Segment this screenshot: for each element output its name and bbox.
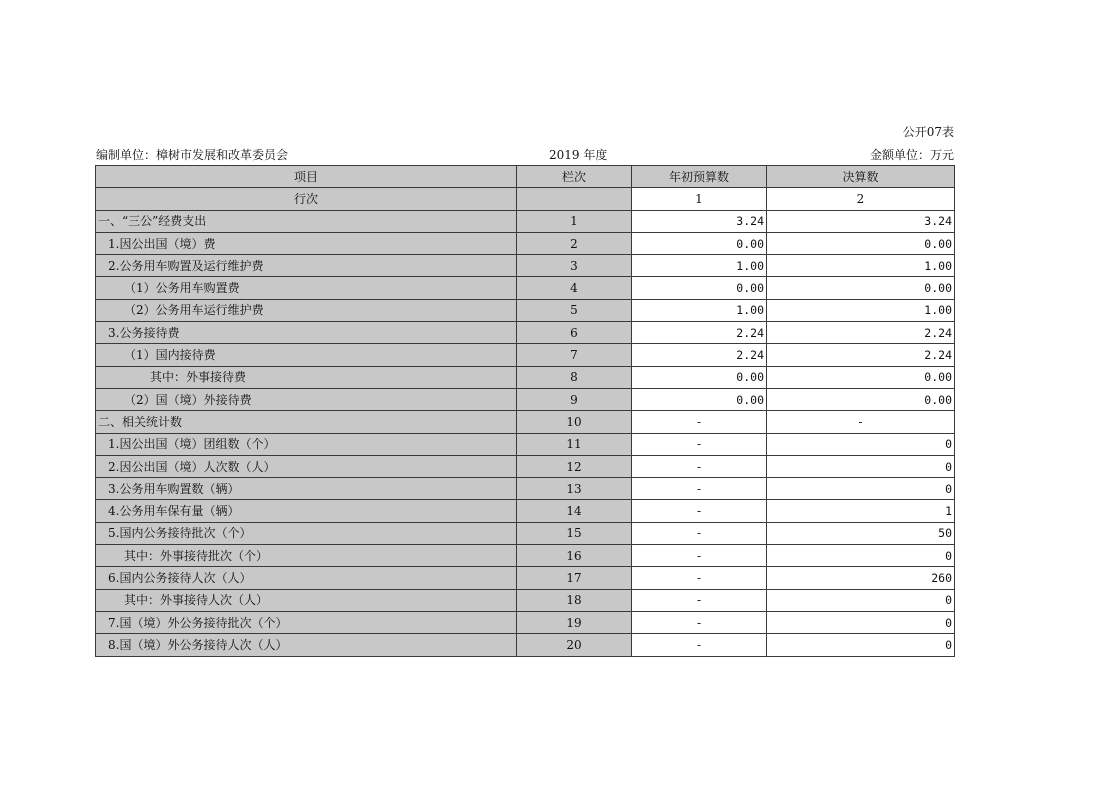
table-row xyxy=(96,567,955,589)
header-col: 栏次 xyxy=(517,166,632,188)
row-item: 二、相关统计数 xyxy=(96,411,517,433)
row-final: 0 xyxy=(767,433,955,455)
row-final: - xyxy=(767,411,955,433)
row-final: 0 xyxy=(767,478,955,500)
row-final: 0.00 xyxy=(767,366,955,388)
row-budget: 2.24 xyxy=(632,344,767,366)
row-final: 0.00 xyxy=(767,232,955,254)
subheader-final: 2 xyxy=(767,188,955,210)
row-budget: 3.24 xyxy=(632,210,767,232)
row-budget: - xyxy=(632,455,767,477)
row-budget: - xyxy=(632,478,767,500)
header-row xyxy=(96,166,955,188)
fiscal-year: 2019 年度 xyxy=(549,148,608,162)
row-number: 18 xyxy=(517,589,632,611)
subheader-item: 行次 xyxy=(96,188,517,210)
row-budget: - xyxy=(632,411,767,433)
table-row xyxy=(96,277,955,299)
row-item: 其中：外事接待人次（人） xyxy=(96,589,517,611)
table-row xyxy=(96,589,955,611)
table-row xyxy=(96,299,955,321)
row-final: 0 xyxy=(767,634,955,656)
row-final: 1.00 xyxy=(767,299,955,321)
table-row xyxy=(96,322,955,344)
table-row xyxy=(96,255,955,277)
subheader-row xyxy=(96,188,955,210)
table-row xyxy=(96,522,955,544)
money-unit: 金额单位：万元 xyxy=(869,148,954,162)
row-number: 12 xyxy=(517,455,632,477)
row-budget: 1.00 xyxy=(632,255,767,277)
header-budget: 年初预算数 xyxy=(632,166,767,188)
row-budget: 0.00 xyxy=(632,388,767,410)
row-final: 1.00 xyxy=(767,255,955,277)
table-row xyxy=(96,634,955,656)
row-budget: - xyxy=(632,500,767,522)
row-number: 17 xyxy=(517,567,632,589)
row-final: 0 xyxy=(767,589,955,611)
row-budget: 0.00 xyxy=(632,277,767,299)
row-budget: 0.00 xyxy=(632,366,767,388)
row-number: 14 xyxy=(517,500,632,522)
table-row xyxy=(96,366,955,388)
table-row xyxy=(96,455,955,477)
row-number: 10 xyxy=(517,411,632,433)
row-budget: 2.24 xyxy=(632,322,767,344)
row-budget: - xyxy=(632,567,767,589)
row-item: 一、“三公”经费支出 xyxy=(96,210,517,232)
row-number: 6 xyxy=(517,322,632,344)
row-number: 16 xyxy=(517,545,632,567)
row-budget: 1.00 xyxy=(632,299,767,321)
table-row xyxy=(96,500,955,522)
row-budget: - xyxy=(632,589,767,611)
row-number: 9 xyxy=(517,388,632,410)
table-row xyxy=(96,232,955,254)
form-code: 公开07表 xyxy=(902,125,954,139)
row-number: 4 xyxy=(517,277,632,299)
row-budget: - xyxy=(632,522,767,544)
row-final: 0 xyxy=(767,545,955,567)
row-final: 260 xyxy=(767,567,955,589)
row-item: （1）公务用车购置费 xyxy=(96,277,517,299)
row-budget: - xyxy=(632,611,767,633)
row-number: 1 xyxy=(517,210,632,232)
row-number: 11 xyxy=(517,433,632,455)
row-item: 6.国内公务接待人次（人） xyxy=(96,567,517,589)
row-number: 3 xyxy=(517,255,632,277)
row-final: 0 xyxy=(767,611,955,633)
row-item: （1）国内接待费 xyxy=(96,344,517,366)
row-final: 3.24 xyxy=(767,210,955,232)
row-number: 15 xyxy=(517,522,632,544)
subheader-budget: 1 xyxy=(632,188,767,210)
row-final: 50 xyxy=(767,522,955,544)
row-item: 3.公务用车购置数（辆） xyxy=(96,478,517,500)
row-final: 2.24 xyxy=(767,344,955,366)
table-row xyxy=(96,411,955,433)
row-item: 1.因公出国（境）费 xyxy=(96,232,517,254)
row-item: （2）国（境）外接待费 xyxy=(96,388,517,410)
row-budget: - xyxy=(632,545,767,567)
row-item: （2）公务用车运行维护费 xyxy=(96,299,517,321)
row-number: 19 xyxy=(517,611,632,633)
row-number: 2 xyxy=(517,232,632,254)
row-item: 4.公务用车保有量（辆） xyxy=(96,500,517,522)
row-budget: - xyxy=(632,433,767,455)
row-number: 8 xyxy=(517,366,632,388)
row-number: 13 xyxy=(517,478,632,500)
row-number: 5 xyxy=(517,299,632,321)
table-row xyxy=(96,344,955,366)
table-row xyxy=(96,210,955,232)
expense-table xyxy=(95,165,955,657)
row-item: 8.国（境）外公务接待人次（人） xyxy=(96,634,517,656)
row-item: 其中：外事接待费 xyxy=(96,366,517,388)
row-budget: 0.00 xyxy=(632,232,767,254)
compiling-unit: 编制单位：樟树市发展和改革委员会 xyxy=(96,148,289,162)
header-item: 项目 xyxy=(96,166,517,188)
table-row xyxy=(96,611,955,633)
header-final: 决算数 xyxy=(767,166,955,188)
row-number: 7 xyxy=(517,344,632,366)
row-item: 1.因公出国（境）团组数（个） xyxy=(96,433,517,455)
row-final: 0 xyxy=(767,455,955,477)
table-row xyxy=(96,388,955,410)
row-item: 2.公务用车购置及运行维护费 xyxy=(96,255,517,277)
row-final: 2.24 xyxy=(767,322,955,344)
row-item: 7.国（境）外公务接待批次（个） xyxy=(96,611,517,633)
row-item: 5.国内公务接待批次（个） xyxy=(96,522,517,544)
row-final: 0.00 xyxy=(767,277,955,299)
row-item: 3.公务接待费 xyxy=(96,322,517,344)
row-budget: - xyxy=(632,634,767,656)
row-final: 0.00 xyxy=(767,388,955,410)
subheader-col xyxy=(517,188,632,210)
row-item: 其中：外事接待批次（个） xyxy=(96,545,517,567)
row-item: 2.因公出国（境）人次数（人） xyxy=(96,455,517,477)
row-final: 1 xyxy=(767,500,955,522)
row-number: 20 xyxy=(517,634,632,656)
table-row xyxy=(96,478,955,500)
table-row xyxy=(96,545,955,567)
table-row xyxy=(96,433,955,455)
